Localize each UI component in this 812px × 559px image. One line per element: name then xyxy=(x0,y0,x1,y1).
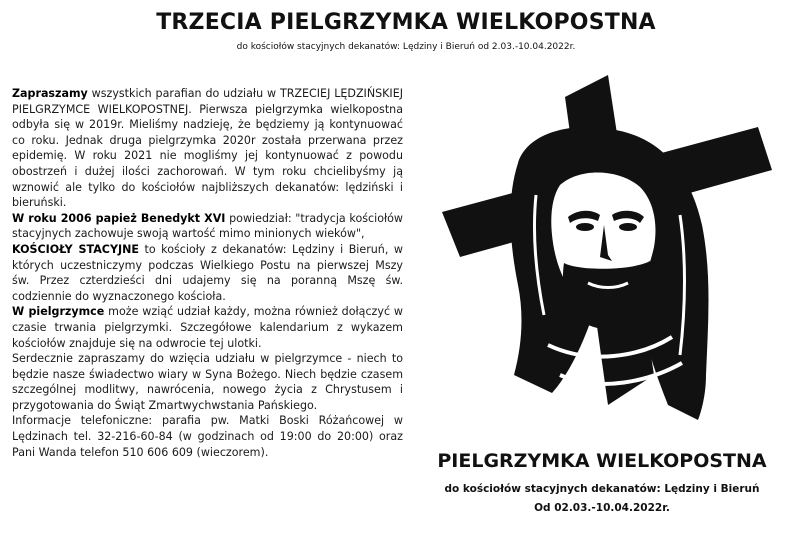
page-title: TRZECIA PIELGRZYMKA WIELKOPOSTNA xyxy=(156,10,656,35)
invitation-body: wszystkich parafian do udziału w TRZECIEJ LĘDZIŃSKIEJ PIELGRZYMCE WIELKOPOSTNEJ. Pierwsza pielgrzymka wielkopostna odbyła się w 2019r. Mieliśmy nadzieję, że będziemy ją kontynuować co roku. Jednak druga pielgrzymka 2020r została przerwana przez epidemię. W roku 2021 nie mogliśmy jej kontynuować z powodu obostrzeń i dużej ilości zachorowań. W tym roku chcielibyśmy ją wznowić ale tylko do kościołów najbliższych dekanatów: lędziński i bieruński. xyxy=(12,87,403,210)
station-churches-body: to kościoły z dekanatów: Lędziny i Bieruń, w których uczestniczymy podczas Wielkiego Postu na pierwszej Mszy św. Przez czterdzieści dni udajemy się na poranną Mszę św. codziennie do wyznaczonego kościoła. xyxy=(12,242,403,303)
poster-dates: Od 02.03.-10.04.2022r. xyxy=(534,502,670,514)
poster-deaneries: do kościołów stacyjnych dekanatów: Lędziny i Bieruń xyxy=(444,483,760,495)
paragraph-station-churches xyxy=(12,242,403,304)
poster-details xyxy=(412,480,792,518)
poster-title: PIELGRZYMKA WIELKOPOSTNA xyxy=(437,450,767,472)
paragraph-encouragement: Serdecznie zapraszamy do wzięcia udziału w pielgrzymce - niech to będzie nasze świadectwo wiary w Syna Bożego. Niech będzie czasem szczególnej modlitwy, nawrócenia, nowego życia z Chrystusem i przygotowania do Świąt Zmartwychwstania Pańskiego. xyxy=(12,352,403,412)
participation-body: może wziąć udział każdy, można również dołączyć w czasie trwania pielgrzymki. Szczegółowe kalendarium z wykazem kościołów znajduje się na odwrocie tej ulotki. xyxy=(12,305,403,350)
paragraph-participation xyxy=(12,304,403,351)
paragraph-invitation xyxy=(12,86,403,211)
paragraph-contact-info: Informacje telefoniczne: parafia pw. Matki Boski Różańcowej w Lędzinach tel. 32-216-60-84 (w godzinach od 19:00 do 20:00) oraz Pani Wanda telefon 510 606 609 (wieczorem). xyxy=(12,414,403,459)
benedict-lead: W roku 2006 papież Benedykt XVI xyxy=(12,211,226,225)
paragraph-benedict-quote xyxy=(12,211,403,242)
invitation-lead: Zapraszamy xyxy=(12,87,88,100)
participation-lead: W pielgrzymce xyxy=(12,305,105,319)
station-churches-lead: KOŚCIOŁY STACYJNE xyxy=(12,242,139,256)
invitation-text xyxy=(12,86,403,460)
page-subtitle: do kościołów stacyjnych dekanatów: Lędziny i Bieruń od 2.03.-10.04.2022r. xyxy=(236,42,576,52)
jesus-with-cross-illustration xyxy=(440,75,772,450)
benedict-body: powiedział: "tradycja kościołów stacyjnych zachowuje swoją wartość mimo minionych wieków", xyxy=(12,211,403,241)
